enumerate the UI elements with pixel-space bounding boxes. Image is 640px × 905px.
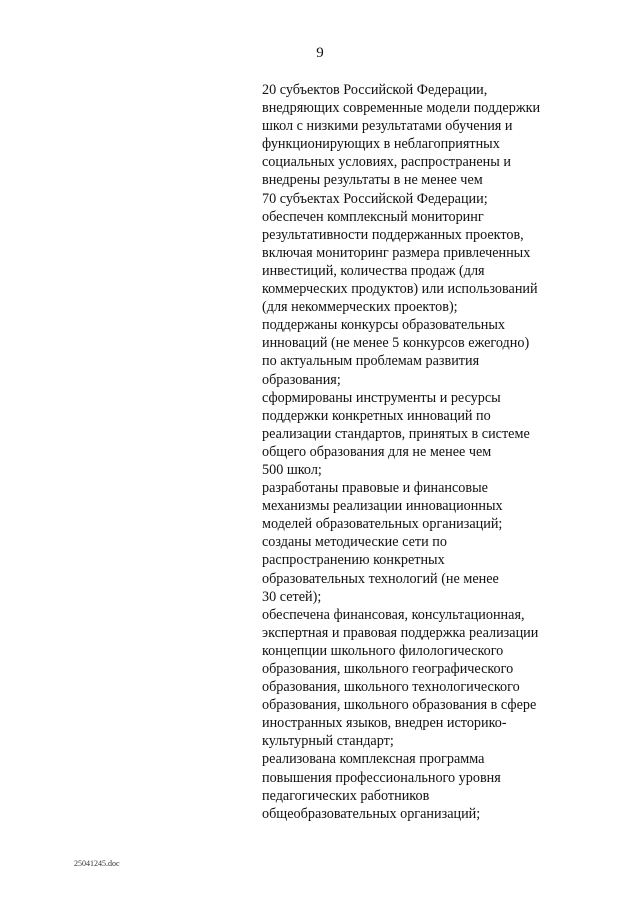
text-line: поддержаны конкурсы образовательных (262, 317, 506, 334)
page-number: 9 (316, 45, 324, 61)
text-line: 70 субъектах Российской Федерации; (262, 190, 488, 207)
text-line: концепции школьного филологического (262, 642, 504, 659)
text-line: общего образования для не менее чем (262, 443, 492, 460)
text-line: инноваций (не менее 5 конкурсов ежегодно) (262, 335, 530, 352)
text-line: внедряющих современные модели поддержки (262, 100, 541, 117)
text-line: реализована комплексная программа (262, 751, 485, 768)
text-line: распространению конкретных (262, 552, 445, 569)
text-line: реализации стандартов, принятых в системе (262, 425, 530, 442)
text-line: коммерческих продуктов) или использований (262, 281, 538, 298)
text-line: иностранных языков, внедрен историко- (262, 715, 507, 732)
document-body (262, 81, 602, 823)
footer-filename: 25041245.doc (74, 859, 120, 868)
text-line: функционирующих в неблагоприятных (262, 136, 500, 153)
text-line: школ с низкими результатами обучения и (262, 118, 513, 135)
text-line: поддержки конкретных инноваций по (262, 407, 491, 424)
text-line: результативности поддержанных проектов, (262, 226, 524, 243)
text-line: обеспечен комплексный мониторинг (262, 208, 484, 225)
text-line: включая мониторинг размера привлеченных (262, 244, 531, 261)
text-line: созданы методические сети по (262, 534, 447, 551)
text-line: культурный стандарт; (262, 733, 394, 750)
text-line: сформированы инструменты и ресурсы (262, 389, 501, 406)
text-line: общеобразовательных организаций; (262, 805, 481, 822)
text-line: 30 сетей); (262, 588, 322, 605)
text-line: обеспечена финансовая, консультационная, (262, 606, 525, 623)
text-line: образования, школьного географического (262, 661, 514, 677)
text-line: (для некоммерческих проектов); (262, 299, 458, 316)
text-line: 20 субъектов Российской Федерации, (262, 82, 488, 98)
text-line: инвестиций, количества продаж (для (262, 262, 485, 279)
text-line: экспертная и правовая поддержка реализации (262, 624, 539, 641)
text-line: образования, школьного образования в сфере (262, 697, 537, 714)
text-line: внедрены результаты в не менее чем (262, 172, 483, 189)
text-line: образования; (262, 371, 341, 388)
text-line: повышения профессионального уровня (262, 769, 501, 786)
text-line: 500 школ; (262, 461, 322, 478)
text-line: образования, школьного технологического (262, 679, 520, 696)
text-line: моделей образовательных организаций; (262, 516, 503, 533)
text-line: по актуальным проблемам развития (262, 353, 480, 370)
text-line: педагогических работников (262, 787, 430, 804)
text-line: разработаны правовые и финансовые (262, 480, 488, 497)
text-line: социальных условиях, распространены и (262, 154, 511, 171)
text-line: механизмы реализации инновационных (262, 498, 503, 515)
text-line: образовательных технологий (не менее (262, 570, 499, 587)
